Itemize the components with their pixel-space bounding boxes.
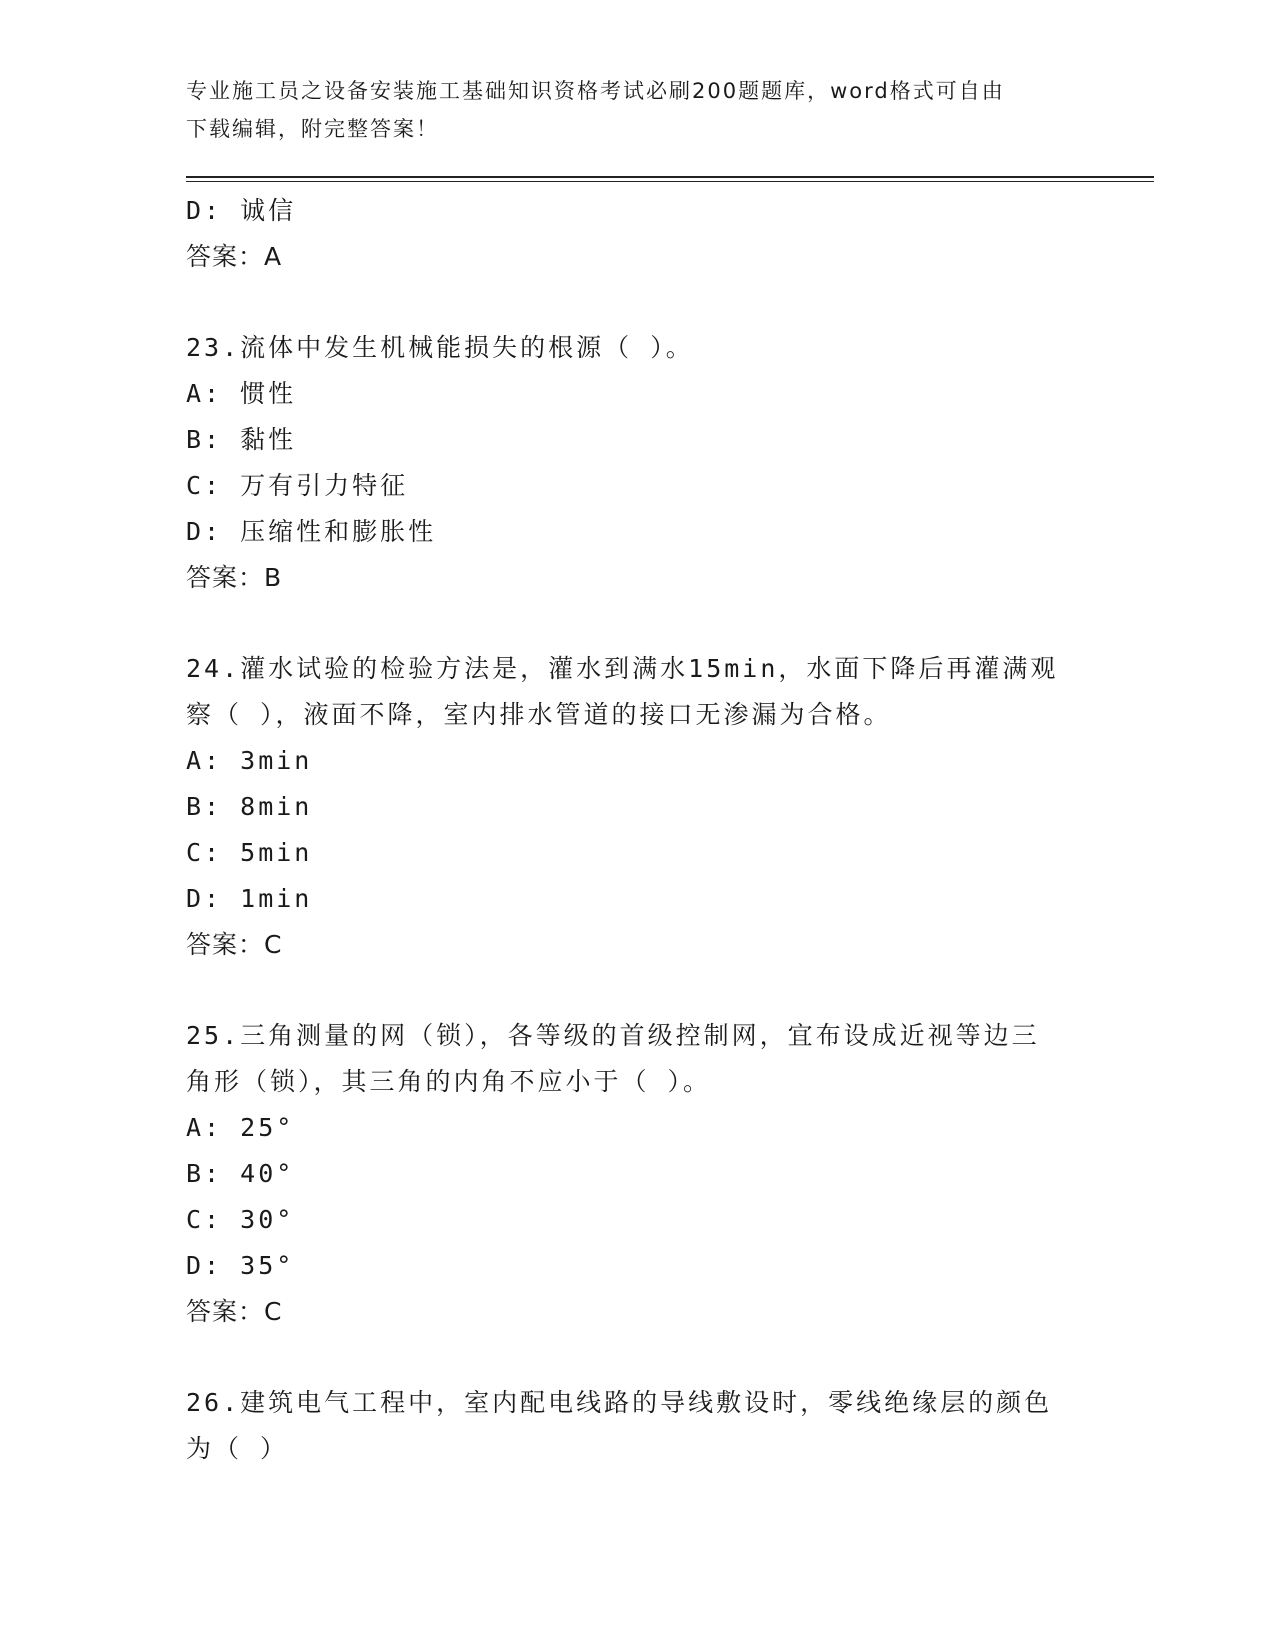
question-list [186,188,1086,1472]
answer-line: 答案：B [186,563,283,592]
spacer [186,968,1086,1013]
spacer [186,601,1086,646]
header-title-line-2: 下载编辑，附完整答案！ [186,117,439,141]
option-d: D: 35° [186,1251,295,1280]
option-a: A: 3min [186,746,313,775]
header-title-line-1: 专业施工员之设备安装施工基础知识资格考试必刷200题题库，word格式可自由 [186,79,1005,103]
question-stem-line-2: 为（ ） [186,1434,289,1463]
question-stem-line-2: 角形（锁），其三角的内角不应小于（ ）。 [186,1067,712,1096]
header-divider-thick [186,176,1154,178]
question-block [186,1013,1086,1335]
answer-line: 答案：A [186,242,283,271]
option-c: C: 5min [186,838,313,867]
option-d: D: 诚信 [186,196,297,225]
question-stem: 23.流体中发生机械能损失的根源（ ）。 [186,333,694,362]
option-b: B: 40° [186,1159,295,1188]
header-divider-thin [186,181,1154,182]
option-b: B: 8min [186,792,313,821]
answer-line: 答案：C [186,930,283,959]
option-a: A: 25° [186,1113,295,1142]
option-b: B: 黏性 [186,425,297,454]
spacer [186,280,1086,325]
question-stem-line-1: 26.建筑电气工程中，室内配电线路的导线敷设时，零线绝缘层的颜色 [186,1388,1053,1417]
question-block [186,1380,1086,1472]
question-stem-line-1: 25.三角测量的网（锁），各等级的首级控制网，宜布设成近视等边三 [186,1021,1040,1050]
question-stem-line-2: 察（ ），液面不降，室内排水管道的接口无渗漏为合格。 [186,700,892,729]
option-c: C: 万有引力特征 [186,471,409,500]
question-block [186,325,1086,601]
option-c: C: 30° [186,1205,295,1234]
answer-line: 答案：C [186,1297,283,1326]
document-header [186,72,1066,148]
spacer [186,1335,1086,1380]
question-block [186,646,1086,968]
option-d: D: 压缩性和膨胀性 [186,517,437,546]
option-d: D: 1min [186,884,313,913]
question-stem-line-1: 24.灌水试验的检验方法是，灌水到满水15min，水面下降后再灌满观 [186,654,1059,683]
option-a: A: 惯性 [186,379,297,408]
